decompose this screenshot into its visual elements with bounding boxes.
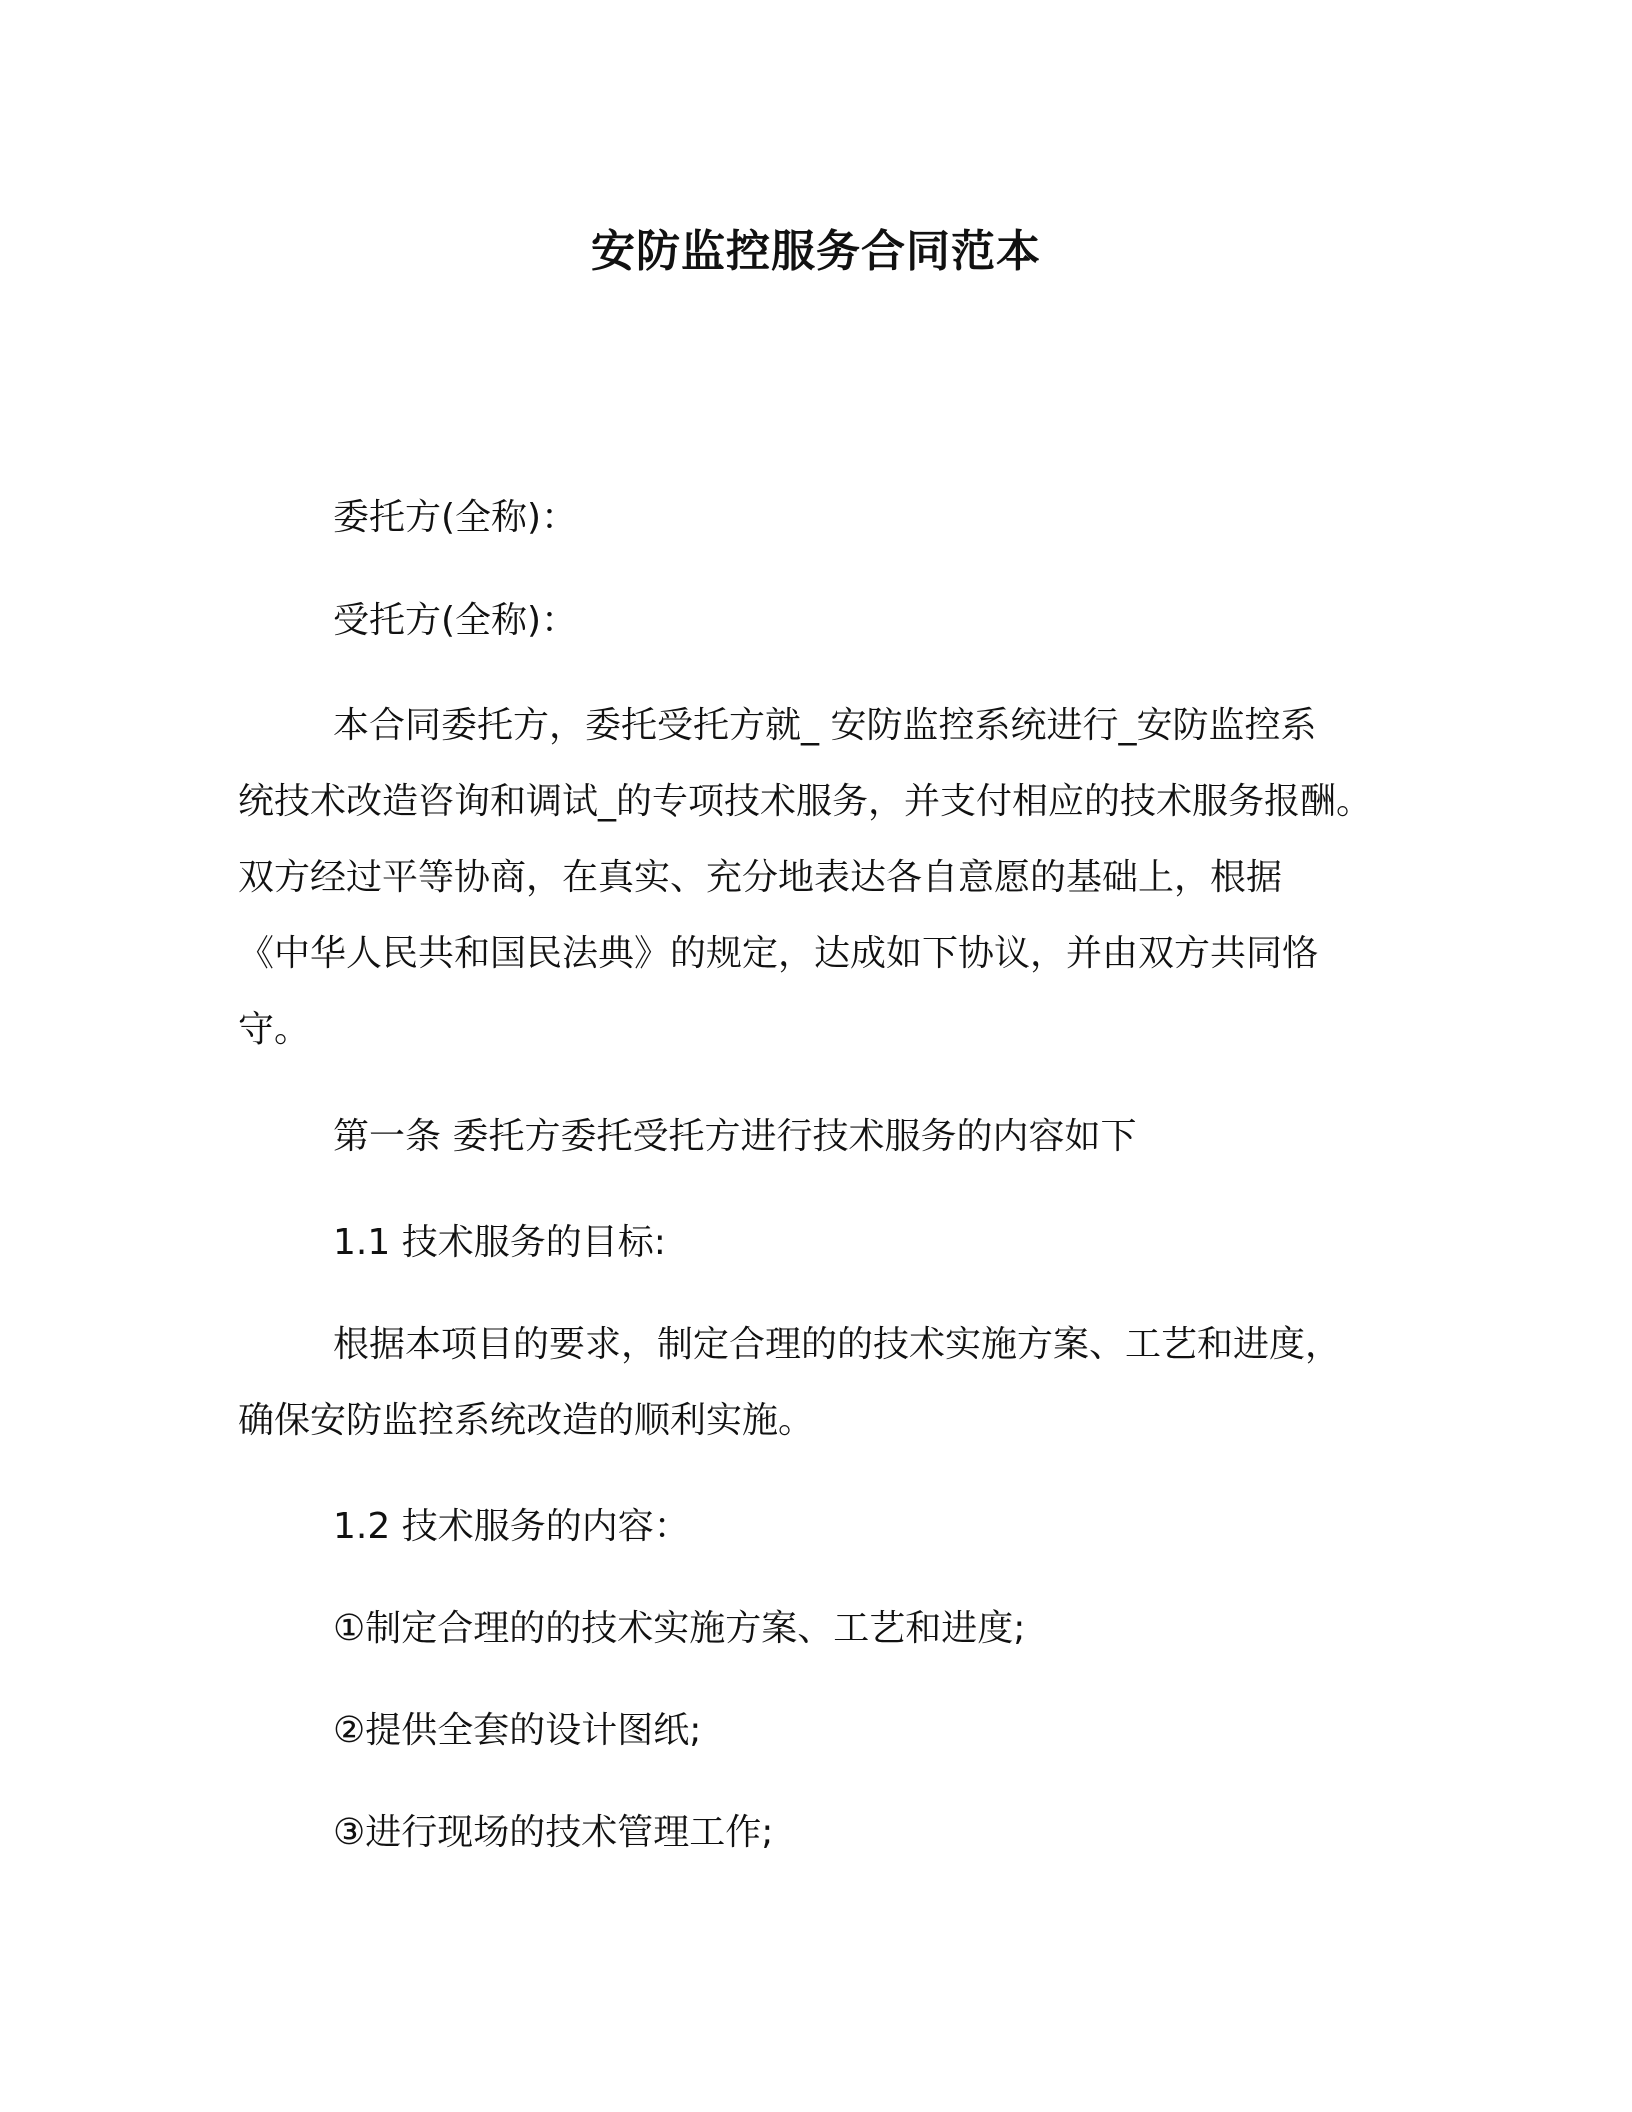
party-b-label: 受托方(全称)： bbox=[333, 600, 578, 641]
section-1-1-body-line: 确保安防监控系统改造的顺利实施。 bbox=[238, 1400, 815, 1441]
list-item: ①制定合理的的技术实施方案、工艺和进度; bbox=[333, 1608, 1026, 1649]
document-title: 安防监控服务合同范本 bbox=[591, 226, 1041, 277]
section-1-1-body-line: 根据本项目的要求，制定合理的的技术实施方案、工艺和进度， bbox=[333, 1324, 1342, 1365]
section-1-2-heading: 1.2 技术服务的内容： bbox=[333, 1506, 690, 1547]
article-1-heading: 第一条 委托方委托受托方进行技术服务的内容如下 bbox=[333, 1116, 1137, 1157]
intro-paragraph-line: 本合同委托方，委托受托方就_ 安防监控系统进行_安防监控系 bbox=[333, 705, 1317, 746]
intro-paragraph-line: 双方经过平等协商，在真实、充分地表达各自意愿的基础上，根据 bbox=[238, 857, 1283, 898]
list-item: ②提供全套的设计图纸; bbox=[333, 1710, 702, 1751]
section-1-1-heading: 1.1 技术服务的目标: bbox=[333, 1222, 666, 1263]
list-item: ③进行现场的技术管理工作; bbox=[333, 1812, 774, 1853]
intro-paragraph-line: 统技术改造咨询和调试_的专项技术服务，并支付相应的技术服务报酬。 bbox=[238, 781, 1373, 822]
party-a-label: 委托方(全称)： bbox=[333, 497, 578, 538]
intro-paragraph-line: 守。 bbox=[238, 1009, 311, 1050]
intro-paragraph-line: 《中华人民共和国民法典》的规定，达成如下协议，并由双方共同恪 bbox=[238, 933, 1319, 974]
